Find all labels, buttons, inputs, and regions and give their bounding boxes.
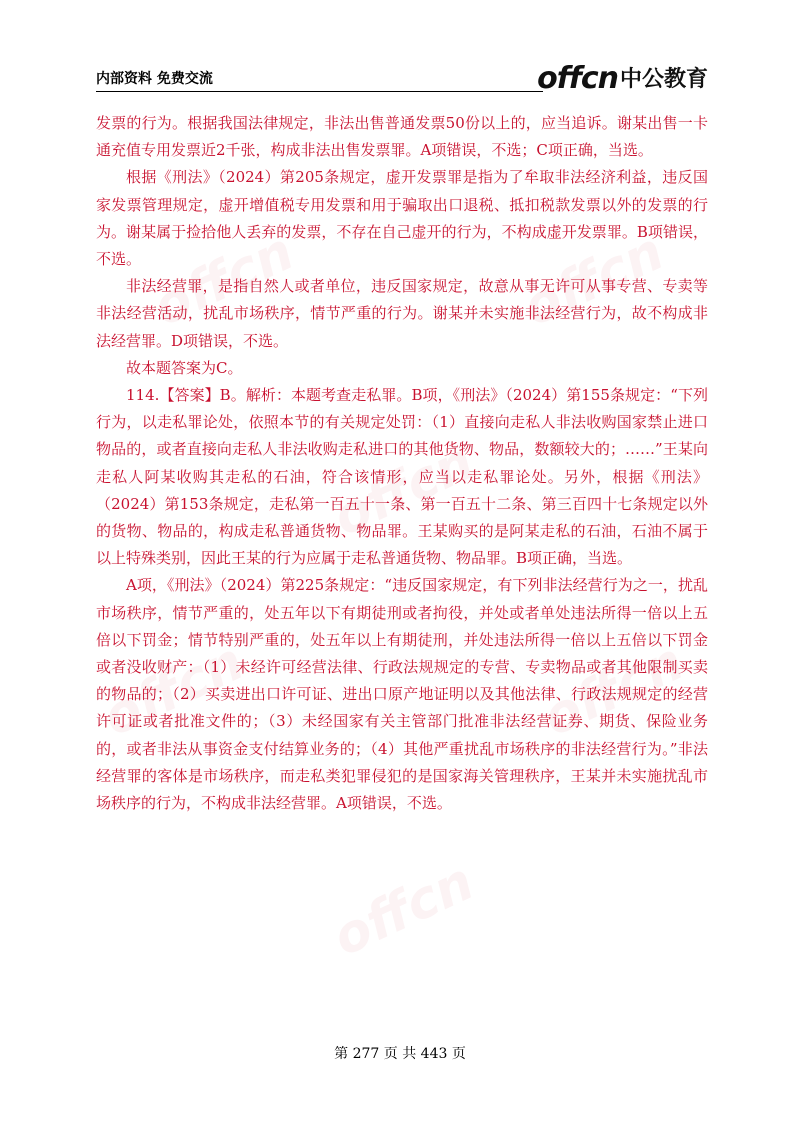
watermark-logo: offcn bbox=[534, 631, 693, 749]
paragraph-4: 故本题答案为C。 bbox=[126, 358, 243, 377]
paragraph-6: A项，《刑法》（2024）第225条规定：“违反国家规定，有下列非法经营行为之一，扰乱市场秩序，情节严重的，处五年以下有期徒刑或者拘役，并处或者单处违法所得一倍以上五倍以下罚金；情节特别严重的，处五年以上有期徒刑，并处违法所得一倍以上五倍以下罚金或者没收财产：（1）未经许可经营法律、行政法规规定的专营、专卖物品或者其他限制买卖的物品的；（2）买卖进出口许可证、进出口原产地证明以及其他法律、行政法规规定的经营许可证或者批准文件的；（3）未经国家有关主管部门批准非法经营证券、期货、保险业务的，或者非法从事资金支付结算业务的；（4）其他严重扰乱市场秩序的非法经营行为。”非法经营罪的客体是市场秩序，而走私类犯罪侵犯的是国家海关管理秩序，王某并未实施扰乱市场秩序的行为，不构成非法经营罪。A项错误，不选。 bbox=[96, 576, 708, 813]
watermark-logo: offcn bbox=[324, 431, 483, 549]
header-rule bbox=[96, 91, 543, 92]
document-body bbox=[96, 110, 708, 817]
watermark-logo: offcn bbox=[144, 221, 303, 339]
paragraph-3: 非法经营罪，是指自然人或者单位，违反国家规定，故意从事无许可从事专营、专卖等非法经营活动，扰乱市场秩序，情节严重的行为。谢某并未实施非法经营行为，故不构成非法经营罪。D项错误，不选。 bbox=[96, 277, 708, 350]
header-left-text: 内部资料 免费交流 bbox=[96, 71, 213, 87]
offcn-logo bbox=[537, 60, 708, 94]
paragraph-1: 发票的行为。根据我国法律规定，非法出售普通发票50份以上的，应当追诉。谢某出售一卡通充值专用发票近2千张，构成非法出售发票罪。A项错误，不选；C项正确，当选。 bbox=[96, 114, 708, 160]
logo-chinese: 中公教育 bbox=[619, 67, 708, 92]
paragraph-2: 根据《刑法》（2024）第205条规定，虚开发票罪是指为了牟取非法经济利益，违反国家发票管理规定，虚开增值税专用发票和用于骗取出口退税、抵扣税款发票以外的发票的行为。谢某属于捡拾他人丢弃的发票，不存在自己虚开的行为，不构成虚开发票罪。B项错误，不选。 bbox=[96, 168, 708, 269]
page-header bbox=[96, 60, 708, 94]
logo-word: offcn bbox=[537, 61, 618, 96]
page-number: 第 277 页 共 443 页 bbox=[334, 1046, 466, 1062]
watermark-logo: offcn bbox=[514, 221, 673, 339]
paragraph-5: 114.【答案】B。解析：本题考查走私罪。B项，《刑法》（2024）第155条规定：“下列行为，以走私罪论处，依照本节的有关规定处罚：（1）直接向走私人非法收购国家禁止进口物品的，或者直接向走私人非法收购走私进口的其他货物、物品，数额较大的；……”王某向走私人阿某收购其走私的石油，符合该情形，应当以走私罪论处。另外，根据《刑法》（2024）第153条规定，走私第一百五十一条、第一百五十二条、第三百四十七条规定以外的货物、物品的，构成走私普通货物、物品罪。王某购买的是阿某走私的石油，石油不属于以上特殊类别，因此王某的行为应属于走私普通货物、物品罪。B项正确，当选。 bbox=[96, 386, 708, 568]
watermark-logo: offcn bbox=[324, 851, 483, 969]
watermark-logo: offcn bbox=[94, 631, 253, 749]
